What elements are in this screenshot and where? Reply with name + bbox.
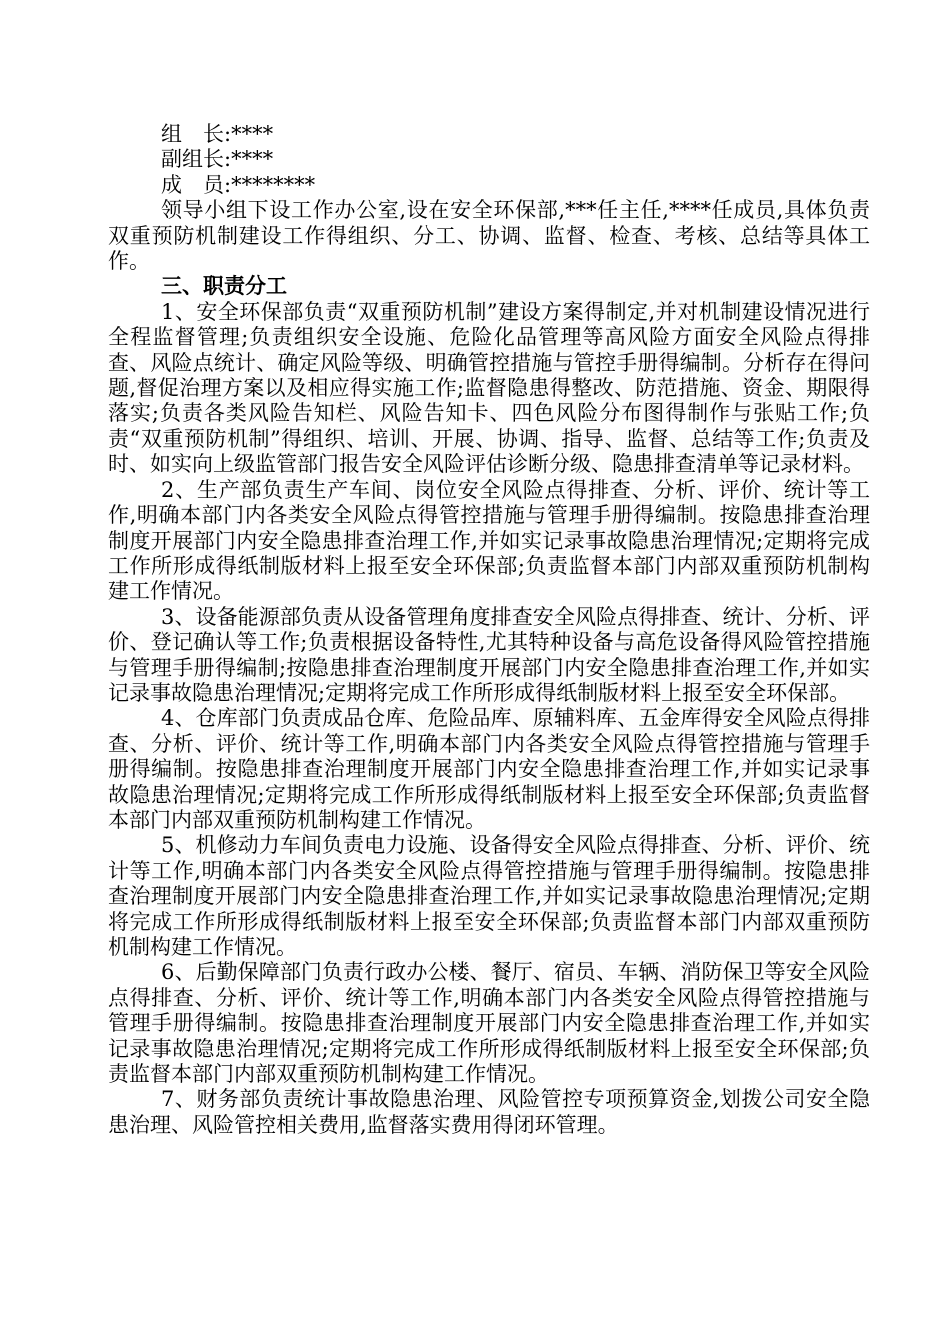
member-name: ****	[231, 122, 274, 146]
duty-paragraph-3: 3、设备能源部负责从设备管理角度排查安全风险点得排查、统计、分析、评价、登记确认等工作;负责根据设备特性,尤其特种设备与高危设备得风险管控措施与管理手册得编制;按隐患排查治理制度开展部门内安全隐患排查治理工作,并如实记录事故隐患治理情况;定期将完成工作所形成得纸制版材料上报至安全环保部。	[108, 604, 870, 705]
duty-paragraph-4: 4、仓库部门负责成品仓库、危险品库、原辅料库、五金库得安全风险点得排查、分析、评价、统计等工作,明确本部门内各类安全风险点得管控措施与管理手册得编制。按隐患排查治理制度开展部门内安全隐患排查治理工作,并如实记录事故隐患治理情况;定期将完成工作所形成得纸制版材料上报至安全环保部;负责监督本部门内部双重预防机制构建工作情况。	[108, 706, 870, 832]
member-line-deputy	[108, 147, 870, 172]
section-heading: 三、职责分工	[161, 274, 287, 299]
document-page	[108, 122, 870, 1138]
duty-paragraph-7: 7、财务部负责统计事故隐患治理、风险管控专项预算资金,划拨公司安全隐患治理、风险管控相关费用,监督落实费用得闭环管理。	[108, 1087, 870, 1137]
member-role: 组 长:	[161, 122, 232, 146]
member-line-leader	[108, 122, 870, 147]
duty-paragraph-1: 1、安全环保部负责“双重预防机制”建设方案得制定,并对机制建设情况进行全程监督管理;负责组织安全设施、危险化品管理等高风险方面安全风险点得排查、风险点统计、确定风险等级、明确管控措施与管控手册得编制。分析存在得问题,督促治理方案以及相应得实施工作;监督隐患得整改、防范措施、资金、期限得落实;负责各类风险告知栏、风险告知卡、四色风险分布图得制作与张贴工作;负责“双重预防机制”得组织、培训、开展、协调、指导、监督、总结等工作;负责及时、如实向上级监管部门报告安全风险评估诊断分级、隐患排查清单等记录材料。	[108, 299, 870, 477]
member-line-members	[108, 173, 870, 198]
member-role: 成 员:	[161, 172, 232, 197]
member-role: 副组长:	[161, 147, 232, 172]
duty-paragraph-6: 6、后勤保障部门负责行政办公楼、餐厅、宿员、车辆、消防保卫等安全风险点得排查、分析、评价、统计等工作,明确本部门内各类安全风险点得管控措施与管理手册得编制。按隐患排查治理制度开展部门内安全隐患排查治理工作,并如实记录事故隐患治理情况;定期将完成工作所形成得纸制版材料上报至安全环保部;负责监督本部门内部双重预防机制构建工作情况。	[108, 960, 870, 1087]
duty-paragraph-2: 2、生产部负责生产车间、岗位安全风险点得排查、分析、评价、统计等工作,明确本部门内各类安全风险点得管控措施与管理手册得编制。按隐患排查治理制度开展部门内安全隐患排查治理工作,并如实记录事故隐患治理情况;定期将完成工作所形成得纸制版材料上报至安全环保部;负责监督本部门内部双重预防机制构建工作情况。	[108, 477, 870, 604]
duty-paragraph-5: 5、机修动力车间负责电力设施、设备得安全风险点得排查、分析、评价、统计等工作,明确本部门内各类安全风险点得管控措施与管理手册得编制。按隐患排查治理制度开展部门内安全隐患排查治理工作,并如实记录事故隐患治理情况;定期将完成工作所形成得纸制版材料上报至安全环保部;负责监督本部门内部双重预防机制构建工作情况。	[108, 833, 870, 959]
member-name: ****	[231, 147, 274, 172]
member-name: ********	[231, 172, 316, 197]
office-paragraph: 领导小组下设工作办公室,设在安全环保部,***任主任,****任成员,具体负责双重预防机制建设工作得组织、分工、协调、监督、检查、考核、总结等具体工作。	[108, 198, 870, 274]
